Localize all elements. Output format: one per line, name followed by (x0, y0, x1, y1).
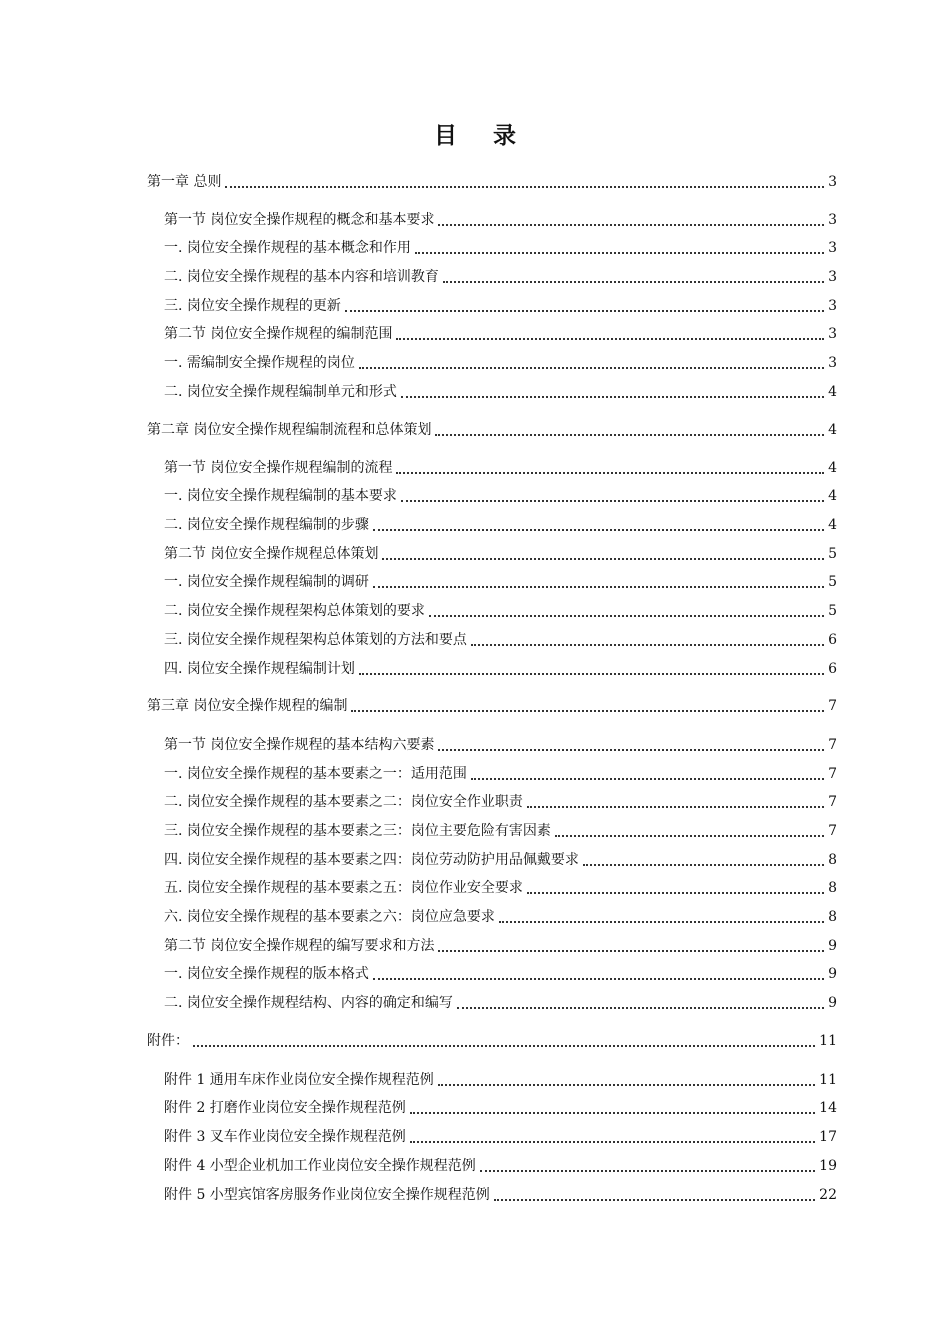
toc-entry-label: 附件 1 通用车床作业岗位安全操作规程范例 (164, 1072, 434, 1088)
toc-entry-label: 一. 岗位安全操作规程的版本格式 (164, 966, 369, 982)
toc-entry-page-number: 9 (828, 966, 837, 982)
toc-entry-page-number: 7 (828, 823, 837, 839)
dot-leader (396, 472, 824, 474)
toc-entry-label: 第一节 岗位安全操作规程的概念和基本要求 (164, 212, 435, 228)
dot-leader (373, 978, 824, 980)
toc-entry-page-number: 3 (828, 298, 837, 314)
dot-leader (438, 950, 824, 952)
dot-leader (471, 778, 824, 780)
toc-entry-label: 第一章 总则 (147, 174, 222, 190)
toc-entry[interactable] (164, 960, 837, 984)
toc-entry-page-number: 4 (828, 460, 837, 476)
toc-entry[interactable] (164, 655, 837, 679)
toc-entry-page-number: 4 (828, 384, 837, 400)
toc-entry-page-number: 7 (828, 698, 837, 714)
toc-entry[interactable] (164, 568, 837, 592)
toc-entry-label: 第一节 岗位安全操作规程的基本结构六要素 (164, 737, 435, 753)
toc-entry-label: 二. 岗位安全操作规程架构总体策划的要求 (164, 603, 425, 619)
toc-entry-page-number: 9 (828, 995, 837, 1011)
toc-entry-label: 第二节 岗位安全操作规程总体策划 (164, 546, 379, 562)
dot-leader (471, 644, 824, 646)
toc-entry-page-number: 5 (828, 603, 837, 619)
dot-leader (438, 1084, 815, 1086)
toc-entry-page-number: 4 (828, 488, 837, 504)
toc-entry-page-number: 17 (819, 1129, 837, 1145)
toc-entry-page-number: 3 (828, 212, 837, 228)
toc-entry[interactable] (164, 874, 837, 898)
toc-entry-label: 第二章 岗位安全操作规程编制流程和总体策划 (147, 422, 432, 438)
dot-leader (193, 1045, 815, 1047)
toc-entry[interactable] (164, 482, 837, 506)
toc-entry-page-number: 4 (828, 517, 837, 533)
toc-entry-label: 三. 岗位安全操作规程的基本要素之三：岗位主要危险有害因素 (164, 823, 551, 839)
toc-entry[interactable] (164, 1066, 837, 1090)
toc-entry-label: 附件 2 打磨作业岗位安全操作规程范例 (164, 1100, 406, 1116)
dot-leader (410, 1141, 815, 1143)
toc-entry-label: 二. 岗位安全操作规程编制单元和形式 (164, 384, 397, 400)
toc-entry[interactable] (147, 1027, 837, 1051)
toc-entry-label: 一. 岗位安全操作规程编制的调研 (164, 574, 369, 590)
dot-leader (345, 310, 824, 312)
toc-entry-page-number: 7 (828, 766, 837, 782)
toc-entry-page-number: 11 (819, 1072, 837, 1088)
toc-entry-label: 附件： (147, 1033, 189, 1049)
toc-entry[interactable] (164, 626, 837, 650)
toc-entry[interactable] (164, 378, 837, 402)
toc-entry-label: 第二节 岗位安全操作规程的编写要求和方法 (164, 938, 435, 954)
toc-entry-label: 第一节 岗位安全操作规程编制的流程 (164, 460, 393, 476)
toc-entry-page-number: 22 (819, 1187, 837, 1203)
toc-entry-label: 一. 岗位安全操作规程编制的基本要求 (164, 488, 397, 504)
toc-entry[interactable] (147, 168, 837, 192)
toc-entry-label: 一. 需编制安全操作规程的岗位 (164, 355, 355, 371)
toc-entry-page-number: 11 (819, 1033, 837, 1049)
toc-entry-label: 第三章 岗位安全操作规程的编制 (147, 698, 348, 714)
toc-entry-page-number: 8 (828, 880, 837, 896)
toc-entry[interactable] (164, 349, 837, 373)
toc-entry[interactable] (164, 234, 837, 258)
toc-entry-page-number: 3 (828, 240, 837, 256)
toc-entry-label: 四. 岗位安全操作规程编制计划 (164, 661, 355, 677)
toc-entry-page-number: 4 (828, 422, 837, 438)
toc-entry-page-number: 3 (828, 326, 837, 342)
toc-entry-label: 二. 岗位安全操作规程编制的步骤 (164, 517, 369, 533)
toc-entry-page-number: 9 (828, 938, 837, 954)
dot-leader (480, 1170, 815, 1172)
toc-entry-label: 三. 岗位安全操作规程的更新 (164, 298, 341, 314)
dot-leader (555, 835, 824, 837)
toc-entry-label: 附件 3 叉车作业岗位安全操作规程范例 (164, 1129, 406, 1145)
toc-entry[interactable] (147, 416, 837, 440)
toc-entry[interactable] (164, 1094, 837, 1118)
toc-entry-label: 第二节 岗位安全操作规程的编制范围 (164, 326, 393, 342)
dot-leader (494, 1199, 815, 1201)
dot-leader (373, 529, 824, 531)
toc-entry-page-number: 7 (828, 737, 837, 753)
dot-leader (438, 749, 824, 751)
toc-entry-page-number: 5 (828, 546, 837, 562)
dot-leader (410, 1112, 815, 1114)
toc-entry-label: 一. 岗位安全操作规程的基本要素之一：适用范围 (164, 766, 467, 782)
dot-leader (359, 673, 824, 675)
dot-leader (527, 806, 824, 808)
toc-entry[interactable] (164, 454, 837, 478)
dot-leader (401, 500, 824, 502)
toc-entry[interactable] (164, 989, 837, 1013)
toc-entry-page-number: 8 (828, 909, 837, 925)
toc-entry[interactable] (164, 1123, 837, 1147)
dot-leader (396, 338, 824, 340)
toc-entry-label: 一. 岗位安全操作规程的基本概念和作用 (164, 240, 411, 256)
toc-entry-page-number: 3 (828, 355, 837, 371)
toc-entry[interactable] (164, 1181, 837, 1205)
dot-leader (401, 396, 824, 398)
dot-leader (359, 367, 824, 369)
toc-entry[interactable] (164, 292, 837, 316)
toc-entry-page-number: 14 (819, 1100, 837, 1116)
toc-entry[interactable] (164, 731, 837, 755)
dot-leader (435, 434, 824, 436)
toc-entry-page-number: 7 (828, 794, 837, 810)
toc-entry[interactable] (164, 263, 837, 287)
dot-leader (527, 892, 824, 894)
toc-entry[interactable] (164, 320, 837, 344)
toc-entry[interactable] (164, 903, 837, 927)
dot-leader (438, 224, 824, 226)
toc-entry[interactable] (164, 206, 837, 230)
toc-entry-label: 五. 岗位安全操作规程的基本要素之五：岗位作业安全要求 (164, 880, 523, 896)
toc-entry-label: 三. 岗位安全操作规程架构总体策划的方法和要点 (164, 632, 467, 648)
toc-entry[interactable] (164, 1152, 837, 1176)
toc-entry[interactable] (164, 846, 837, 870)
dot-leader (499, 921, 824, 923)
toc-entry-page-number: 3 (828, 174, 837, 190)
page-title: 目 录 (433, 122, 530, 149)
toc-entry-page-number: 6 (828, 632, 837, 648)
toc-entry[interactable] (164, 597, 837, 621)
dot-leader (429, 615, 824, 617)
toc-entry-page-number: 3 (828, 269, 837, 285)
toc-entry[interactable] (164, 540, 837, 564)
dot-leader (415, 252, 824, 254)
toc-entry-label: 二. 岗位安全操作规程的基本内容和培训教育 (164, 269, 439, 285)
toc-entry-label: 四. 岗位安全操作规程的基本要素之四：岗位劳动防护用品佩戴要求 (164, 852, 579, 868)
dot-leader (382, 558, 824, 560)
toc-entry-label: 二. 岗位安全操作规程的基本要素之二：岗位安全作业职责 (164, 794, 523, 810)
toc-entry[interactable] (147, 692, 837, 716)
toc-entry-page-number: 6 (828, 661, 837, 677)
dot-leader (351, 710, 824, 712)
toc-entry-page-number: 19 (819, 1158, 837, 1174)
dot-leader (457, 1007, 824, 1009)
toc-entry-page-number: 8 (828, 852, 837, 868)
dot-leader (225, 186, 824, 188)
dot-leader (443, 281, 824, 283)
toc-entry-label: 六. 岗位安全操作规程的基本要素之六：岗位应急要求 (164, 909, 495, 925)
toc-entry-label: 附件 5 小型宾馆客房服务作业岗位安全操作规程范例 (164, 1187, 490, 1203)
toc-entry-page-number: 5 (828, 574, 837, 590)
toc-entry[interactable] (164, 788, 837, 812)
toc-entry-label: 二. 岗位安全操作规程结构、内容的确定和编写 (164, 995, 453, 1011)
dot-leader (373, 586, 824, 588)
toc-entry[interactable] (164, 817, 837, 841)
toc-entry-label: 附件 4 小型企业机加工作业岗位安全操作规程范例 (164, 1158, 476, 1174)
dot-leader (583, 864, 824, 866)
toc-entry[interactable] (164, 511, 837, 535)
toc-entry[interactable] (164, 760, 837, 784)
toc-entry[interactable] (164, 932, 837, 956)
